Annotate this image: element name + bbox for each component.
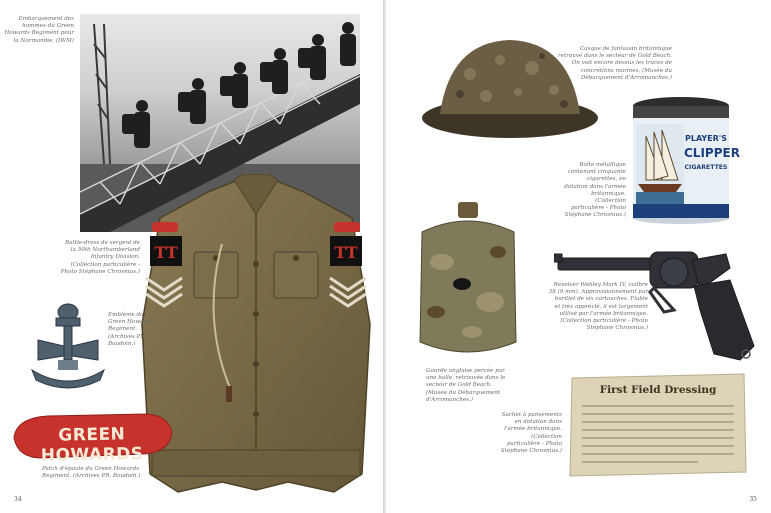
cigarette-tin-drawing xyxy=(632,96,740,224)
svg-text:TT: TT xyxy=(334,243,358,262)
field-dressing-packet xyxy=(568,372,748,478)
tin-caption: Boîte métallique contenant cinquante cigarettes, en dotation dans l'armée britannique. (Collection particulière - Photo Stéphane Chrosnius.) xyxy=(564,162,626,219)
photo-caption: Embarquement des hommes du Green Howards Regiment pour la Normandie. (IWM) xyxy=(4,16,74,44)
badge-caption: Emblème du Green Howards Regiment. (Archives PR. Boudoin.) xyxy=(108,312,153,347)
tin-brand-players: PLAYER'S xyxy=(684,134,727,143)
page-number-left: 34 xyxy=(14,496,22,503)
dressing-caption: Sachet à pansements en dotation dans l'armée britannique. (Collection particulière - Photo Stéphane Chrosnius.) xyxy=(500,412,562,455)
regiment-badge-drawing xyxy=(28,300,108,392)
canteen-caption: Gourde anglaise percée par une balle, retrouvée dans le secteur de Gold Beach. (Musée du Débarquement d'Arromanches.) xyxy=(426,368,506,403)
right-page xyxy=(386,0,771,513)
cigarette-tin xyxy=(632,96,740,224)
svg-text:TT: TT xyxy=(154,243,178,262)
revolver-caption: Revolver Webley Mark IV, calibre 38 (9 mm). Approvisionnement par barillet de six cartouches. Fiable et très apprécié, il est largement utilisé par l'armée britannique. (Collection particulière - Photo Stéphane Chrosnius.) xyxy=(548,282,648,332)
tin-brand-clipper: CLIPPER xyxy=(684,146,740,160)
title-patch-caption: Patch d'épaule du Green Howards Regiment. (Archives PR. Boudoin.) xyxy=(42,466,141,480)
shoulder-title-patch xyxy=(8,408,176,464)
regiment-badge xyxy=(28,300,108,392)
left-page xyxy=(0,0,384,513)
jacket-caption: Battle-dress de sergent de la 50th Northumberland Infantry Division. (Collection particulière - Photo Stéphane Chrosnius.) xyxy=(60,240,140,275)
tin-brand-cigarettes: CIGARETTES xyxy=(684,164,728,171)
field-dressing-title: First Field Dressing xyxy=(599,384,717,396)
shoulder-title-text: GREEN HOWARDS xyxy=(40,424,144,466)
helmet-caption: Casque de fantassin britannique retrouvé dans le secteur de Gold Beach. On voit encore dessus les traces de concrétions marines. (Musée du Débarquement d'Arromanches.) xyxy=(557,46,672,81)
water-canteen-drawing xyxy=(412,202,524,362)
water-canteen xyxy=(412,202,524,362)
page-number-right: 35 xyxy=(749,496,757,503)
